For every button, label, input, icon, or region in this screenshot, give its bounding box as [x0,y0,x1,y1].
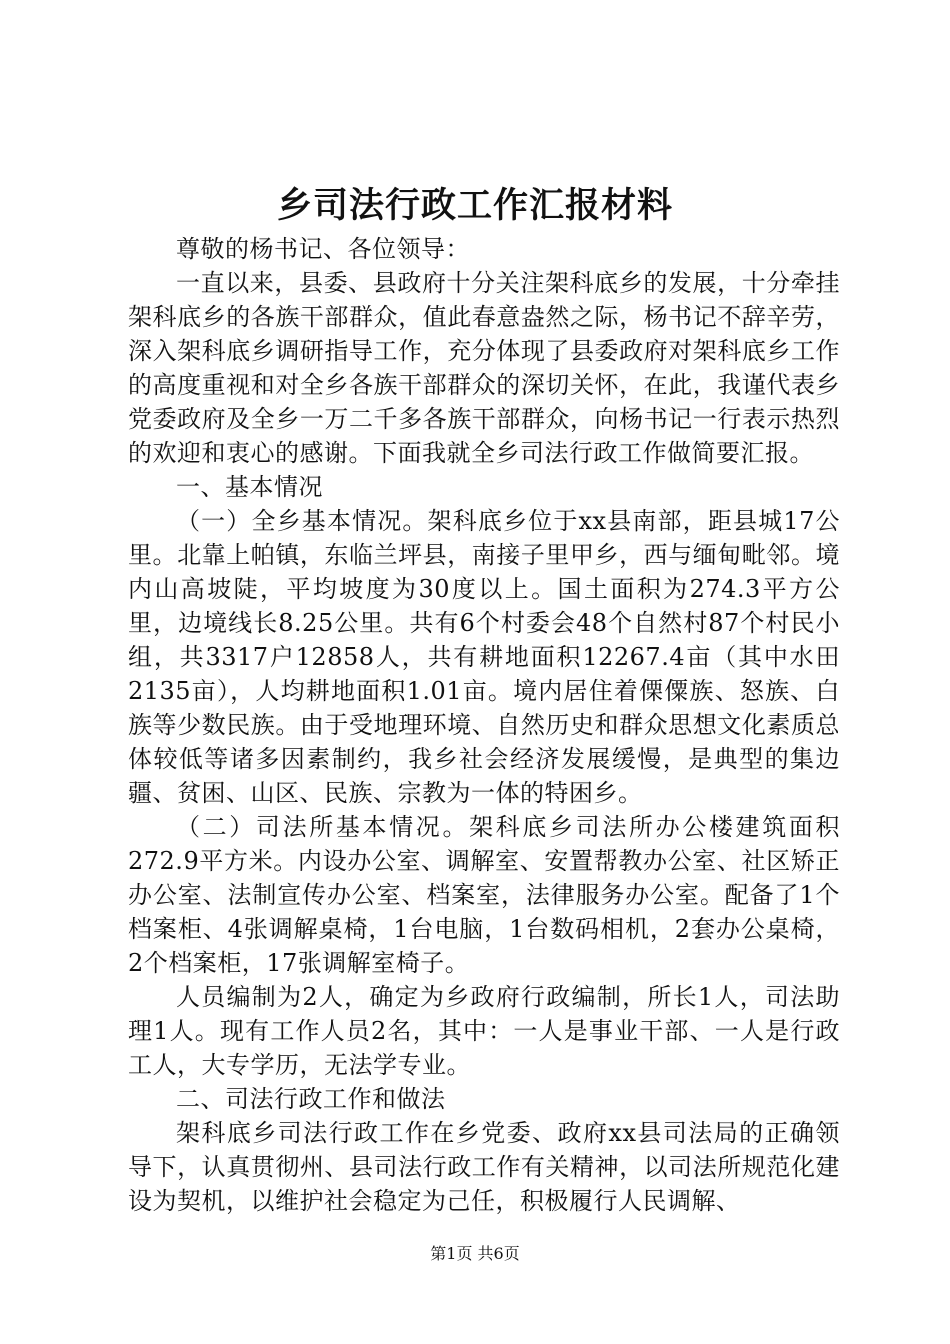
judicial-office-paragraph: （二）司法所基本情况。架科底乡司法所办公楼建筑面积272.9平方米。内设办公室、调解室、安置帮教办公室、社区矫正办公室、法制宣传办公室、档案室，法律服务办公室。配备了1个档案柜、4张调解桌椅，1台电脑，1台数码相机，2套办公桌椅，2个档案柜，17张调解室椅子。 [128,813,840,977]
document-title: 乡司法行政工作汇报材料 [276,185,673,226]
intro-paragraph: 一直以来，县委、县政府十分关注架科底乡的发展，十分牵挂架科底乡的各族干部群众，值此春意盎然之际，杨书记不辞辛劳，深入架科底乡调研指导工作，充分体现了县委政府对架科底乡工作的高度重视和对全乡各族干部群众的深切关怀，在此，我谨代表乡党委政府及全乡一万二千多各族干部群众，向杨书记一行表示热烈的欢迎和衷心的感谢。下面我就全乡司法行政工作做简要汇报。 [128,269,840,467]
document-body [128,232,840,1218]
work-practices-paragraph: 架科底乡司法行政工作在乡党委、政府xx县司法局的正确领导下，认真贯彻州、县司法行政工作有关精神，以司法所规范化建设为契机，以维护社会稳定为己任，积极履行人民调解、 [128,1119,840,1215]
section-heading-basic-situation: 一、基本情况 [176,473,323,501]
salutation-paragraph: 尊敬的杨书记、各位领导： [176,235,470,263]
township-situation-paragraph: （一）全乡基本情况。架科底乡位于xx县南部，距县城17公里。北靠上帕镇，东临兰坪县，南接子里甲乡，西与缅甸毗邻。境内山高坡陡，平均坡度为30度以上。国土面积为274.3平方公里，边境线长8.25公里。共有6个村委会48个自然村87个村民小组，共3317户12858人，共有耕地面积12267.4亩（其中水田2135亩），人均耕地面积1.01亩。境内居住着傈僳族、怒族、白族等少数民族。由于受地理环境、自然历史和群众思想文化素质总体较低等诸多因素制约，我乡社会经济发展缓慢，是典型的集边疆、贫困、山区、民族、宗教为一体的特困乡。 [128,507,840,807]
page-footer: 第1页 共6页 [430,1244,520,1263]
staffing-paragraph: 人员编制为2人，确定为乡政府行政编制，所长1人，司法助理1人。现有工作人员2名，其中：一人是事业干部、一人是行政工人，大专学历，无法学专业。 [128,983,840,1079]
section-heading-work-practices: 二、司法行政工作和做法 [176,1085,446,1113]
